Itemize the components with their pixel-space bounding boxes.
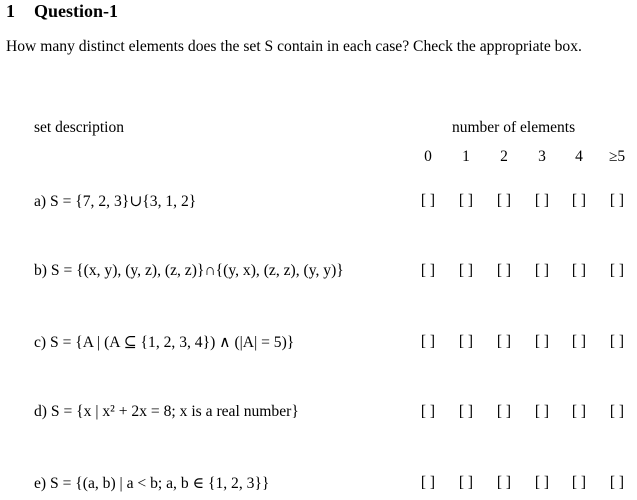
- checkbox-c-5-or-more[interactable]: [ ]: [609, 333, 625, 350]
- count-label-4: 4: [575, 148, 583, 165]
- checkbox-d-2[interactable]: [ ]: [496, 403, 512, 420]
- checkbox-a-2[interactable]: [ ]: [496, 192, 512, 209]
- checkbox-a-3[interactable]: [ ]: [534, 192, 550, 209]
- checkbox-e-3[interactable]: [ ]: [534, 474, 550, 491]
- question-row-e: [0, 474, 637, 498]
- checkbox-d-0[interactable]: [ ]: [420, 403, 436, 420]
- checkbox-b-0[interactable]: [ ]: [420, 262, 436, 279]
- checkbox-b-5-or-more[interactable]: [ ]: [609, 262, 625, 279]
- checkbox-b-1[interactable]: [ ]: [458, 262, 474, 279]
- set-description-b: b) S = {(x, y), (y, z), (z, z)}∩{(y, x), (z, z), (y, y)}: [34, 262, 344, 279]
- checkbox-e-0[interactable]: [ ]: [420, 474, 436, 491]
- question-row-b: [0, 262, 637, 286]
- count-label-1: 1: [462, 148, 470, 165]
- count-label-3: 3: [538, 148, 546, 165]
- question-instructions: How many distinct elements does the set S contain in each case? Check the appropriate box.: [6, 38, 582, 55]
- checkbox-e-4[interactable]: [ ]: [571, 474, 587, 491]
- count-column-labels: [0, 148, 637, 168]
- question-row-a: [0, 192, 637, 216]
- count-label-5-or-more: ≥5: [608, 148, 626, 165]
- question-number: 1: [6, 1, 15, 21]
- checkbox-c-1[interactable]: [ ]: [458, 333, 474, 350]
- checkbox-d-4[interactable]: [ ]: [571, 403, 587, 420]
- set-description-header: set description: [34, 119, 124, 136]
- checkbox-a-0[interactable]: [ ]: [420, 192, 436, 209]
- checkbox-b-2[interactable]: [ ]: [496, 262, 512, 279]
- checkbox-a-4[interactable]: [ ]: [571, 192, 587, 209]
- set-description-e: e) S = {(a, b) | a < b; a, b ∈ {1, 2, 3}}: [34, 475, 270, 492]
- checkbox-a-1[interactable]: [ ]: [458, 192, 474, 209]
- checkbox-d-5-or-more[interactable]: [ ]: [609, 403, 625, 420]
- question-heading: [6, 1, 118, 22]
- set-description-d: d) S = {x | x² + 2x = 8; x is a real number}: [34, 403, 299, 420]
- checkbox-d-1[interactable]: [ ]: [458, 403, 474, 420]
- number-of-elements-header: number of elements: [452, 119, 576, 136]
- count-label-2: 2: [500, 148, 508, 165]
- set-description-c: c) S = {A | (A ⊆ {1, 2, 3, 4}) ∧ (|A| = 5)}: [34, 334, 295, 351]
- checkbox-e-5-or-more[interactable]: [ ]: [609, 474, 625, 491]
- checkbox-a-5-or-more[interactable]: [ ]: [609, 192, 625, 209]
- checkbox-c-0[interactable]: [ ]: [420, 333, 436, 350]
- checkbox-d-3[interactable]: [ ]: [534, 403, 550, 420]
- set-description-a: a) S = {7, 2, 3}∪{3, 1, 2}: [34, 193, 197, 210]
- checkbox-b-4[interactable]: [ ]: [571, 262, 587, 279]
- count-label-0: 0: [424, 148, 432, 165]
- checkbox-e-2[interactable]: [ ]: [496, 474, 512, 491]
- checkbox-c-2[interactable]: [ ]: [496, 333, 512, 350]
- checkbox-e-1[interactable]: [ ]: [458, 474, 474, 491]
- checkbox-b-3[interactable]: [ ]: [534, 262, 550, 279]
- question-row-c: [0, 333, 637, 357]
- checkbox-c-3[interactable]: [ ]: [534, 333, 550, 350]
- question-title: Question-1: [34, 1, 119, 21]
- question-row-d: [0, 403, 637, 427]
- checkbox-c-4[interactable]: [ ]: [571, 333, 587, 350]
